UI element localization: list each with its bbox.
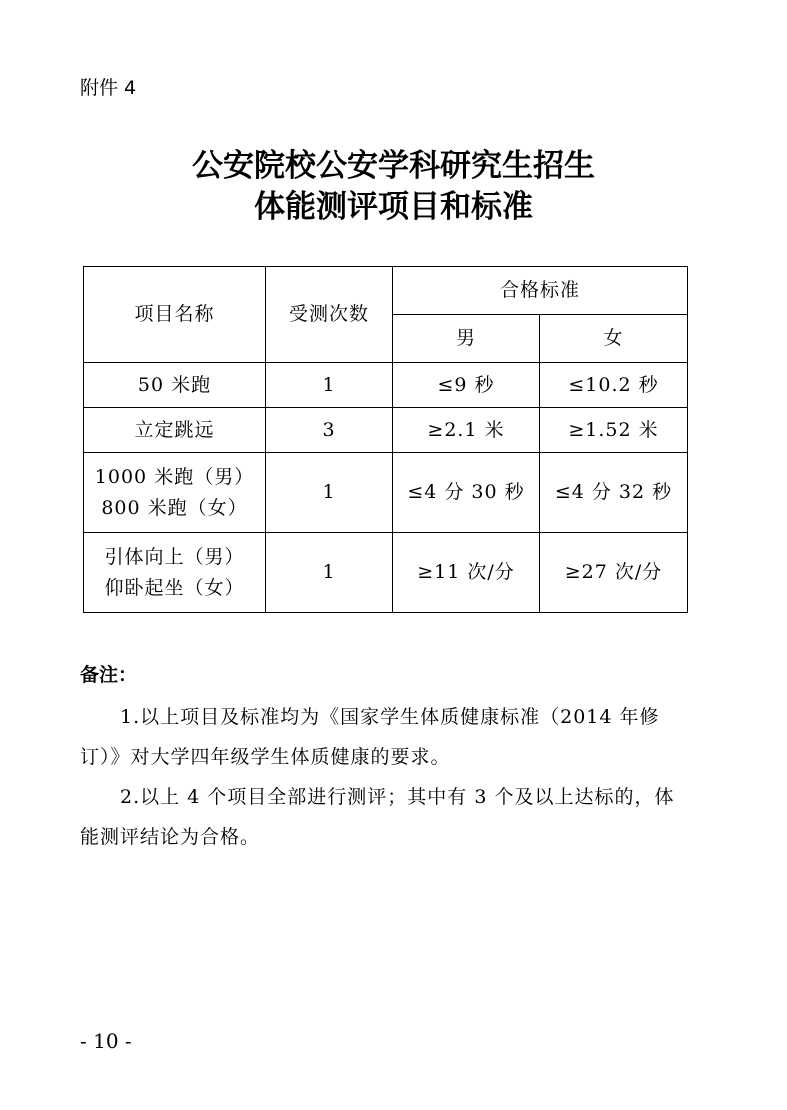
table-header-row	[84, 267, 688, 315]
table-row	[84, 408, 688, 453]
male-standard-cell: ≥2.1 米	[393, 408, 540, 453]
item-name: 立定跳远	[134, 418, 215, 441]
item-name-male: 1000 米跑（男）	[94, 465, 255, 488]
female-standard-cell: ≤10.2 秒	[540, 363, 688, 408]
attachment-label: 附件 4	[80, 77, 137, 99]
item-cell	[84, 453, 266, 533]
item-cell	[84, 363, 266, 408]
table-row	[84, 533, 688, 613]
document-title-line-1: 公安院校公安学科研究生招生	[192, 148, 595, 184]
female-standard-cell: ≥1.52 米	[540, 408, 688, 453]
header-female: 女	[540, 315, 688, 363]
item-cell	[84, 408, 266, 453]
male-standard-cell: ≤9 秒	[393, 363, 540, 408]
count-cell: 1	[266, 533, 393, 613]
count-cell: 3	[266, 408, 393, 453]
document-title-line-2: 体能测评项目和标准	[254, 189, 533, 225]
female-standard-cell: ≤4 分 32 秒	[540, 453, 688, 533]
header-item-name: 项目名称	[84, 267, 266, 363]
header-male: 男	[393, 315, 540, 363]
item-name-male: 引体向上（男）	[104, 545, 245, 568]
page-number: - 10 -	[80, 1029, 132, 1053]
item-name-female: 800 米跑（女）	[101, 496, 248, 519]
item-name: 50 米跑	[137, 373, 212, 396]
female-standard-cell: ≥27 次/分	[540, 533, 688, 613]
count-cell: 1	[266, 363, 393, 408]
note-item-1: 1.以上项目及标准均为《国家学生体质健康标准（2014 年修订）》对大学四年级学生体质健康的要求。	[80, 706, 660, 768]
item-name-female: 仰卧起坐（女）	[104, 576, 245, 599]
male-standard-cell: ≥11 次/分	[393, 533, 540, 613]
male-standard-cell: ≤4 分 30 秒	[393, 453, 540, 533]
notes-heading: 备注：	[80, 664, 138, 686]
note-item-2: 2.以上 4 个项目全部进行测评；其中有 3 个及以上达标的，体能测评结论为合格。	[80, 786, 675, 848]
item-cell	[84, 533, 266, 613]
count-cell: 1	[266, 453, 393, 533]
header-test-count: 受测次数	[266, 267, 393, 363]
table-row	[84, 363, 688, 408]
fitness-standards-table	[83, 266, 688, 613]
table-row	[84, 453, 688, 533]
header-qualification-standard: 合格标准	[393, 267, 688, 315]
